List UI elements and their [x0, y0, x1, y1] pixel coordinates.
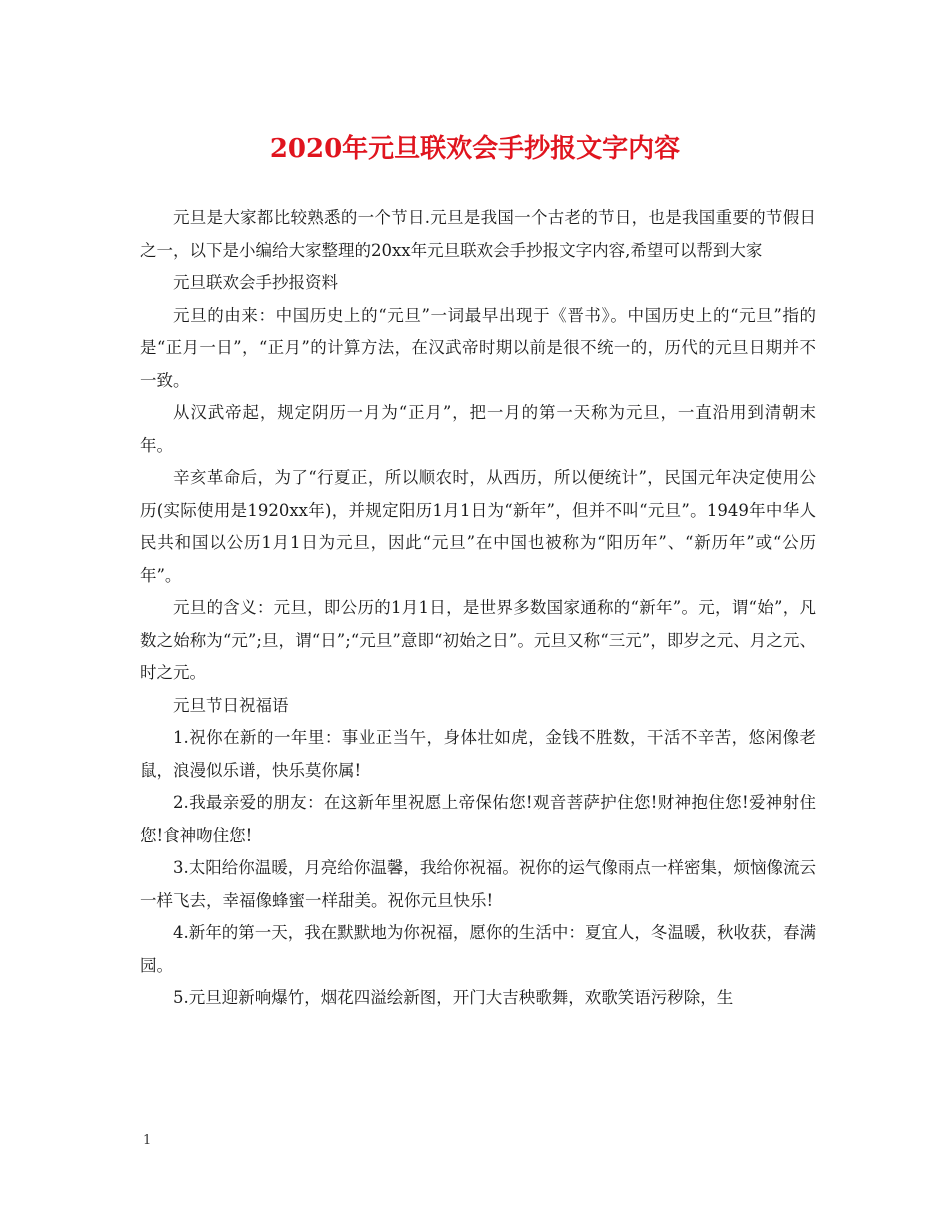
paragraph-meaning: 元旦的含义：元旦，即公历的1月1日，是世界多数国家通称的“新年”。元，谓“始”，凡数之始称为“元”;旦，谓“日”;“元旦”意即“初始之日”。元旦又称“三元”，即岁之元、月之元、时之元。 [140, 598, 816, 682]
paragraph-intro: 元旦是大家都比较熟悉的一个节日.元旦是我国一个古老的节日，也是我国重要的节假日之一，以下是小编给大家整理的20xx年元旦联欢会手抄报文字内容,希望可以帮到大家 [140, 208, 816, 260]
blessing-item-2: 2.我最亲爱的朋友：在这新年里祝愿上帝保佑您!观音菩萨护住您!财神抱住您!爱神射住您!食神吻住您! [140, 793, 816, 845]
blessing-item-1: 1.祝你在新的一年里：事业正当午，身体壮如虎，金钱不胜数，干活不辛苦，悠闲像老鼠，浪漫似乐谱，快乐莫你属! [140, 728, 816, 780]
paragraph-origin: 元旦的由来：中国历史上的“元旦”一词最早出现于《晋书》。中国历史上的“元旦”指的是“正月一日”，“正月”的计算方法，在汉武帝时期以前是很不统一的，历代的元旦日期并不一致。 [140, 305, 816, 390]
paragraph-xinhai: 辛亥革命后，为了“行夏正，所以顺农时，从西历，所以便统计”，民国元年决定使用公历(实际使用是1920xx年)，并规定阳历1月1日为“新年”，但并不叫“元旦”。1949年中华人民共和国以公历1月1日为元旦，因此“元旦”在中国也被称为“阳历年”、“新历年”或“公历年”。 [140, 468, 816, 585]
document-title: 2020年元旦联欢会手抄报文字内容 [269, 134, 681, 164]
section-heading-blessings: 元旦节日祝福语 [173, 695, 289, 715]
section-heading-materials: 元旦联欢会手抄报资料 [173, 273, 338, 292]
paragraph-han-wudi: 从汉武帝起，规定阴历一月为“正月”，把一月的第一天称为元旦，一直沿用到清朝末年。 [140, 403, 816, 455]
blessing-item-5: 5.元旦迎新响爆竹，烟花四溢绘新图，开门大吉秧歌舞，欢歌笑语污秽除，生 [173, 988, 734, 1007]
blessing-item-3: 3.太阳给你温暖，月亮给你温馨，我给你祝福。祝你的运气像雨点一样密集，烦恼像流云一样飞去，幸福像蜂蜜一样甜美。祝你元旦快乐! [140, 858, 816, 910]
page-number: 1 [143, 1133, 152, 1148]
blessing-item-4: 4.新年的第一天，我在默默地为你祝福，愿你的生活中：夏宜人，冬温暖，秋收获，春满园。 [140, 923, 816, 975]
document-body [140, 202, 816, 1015]
